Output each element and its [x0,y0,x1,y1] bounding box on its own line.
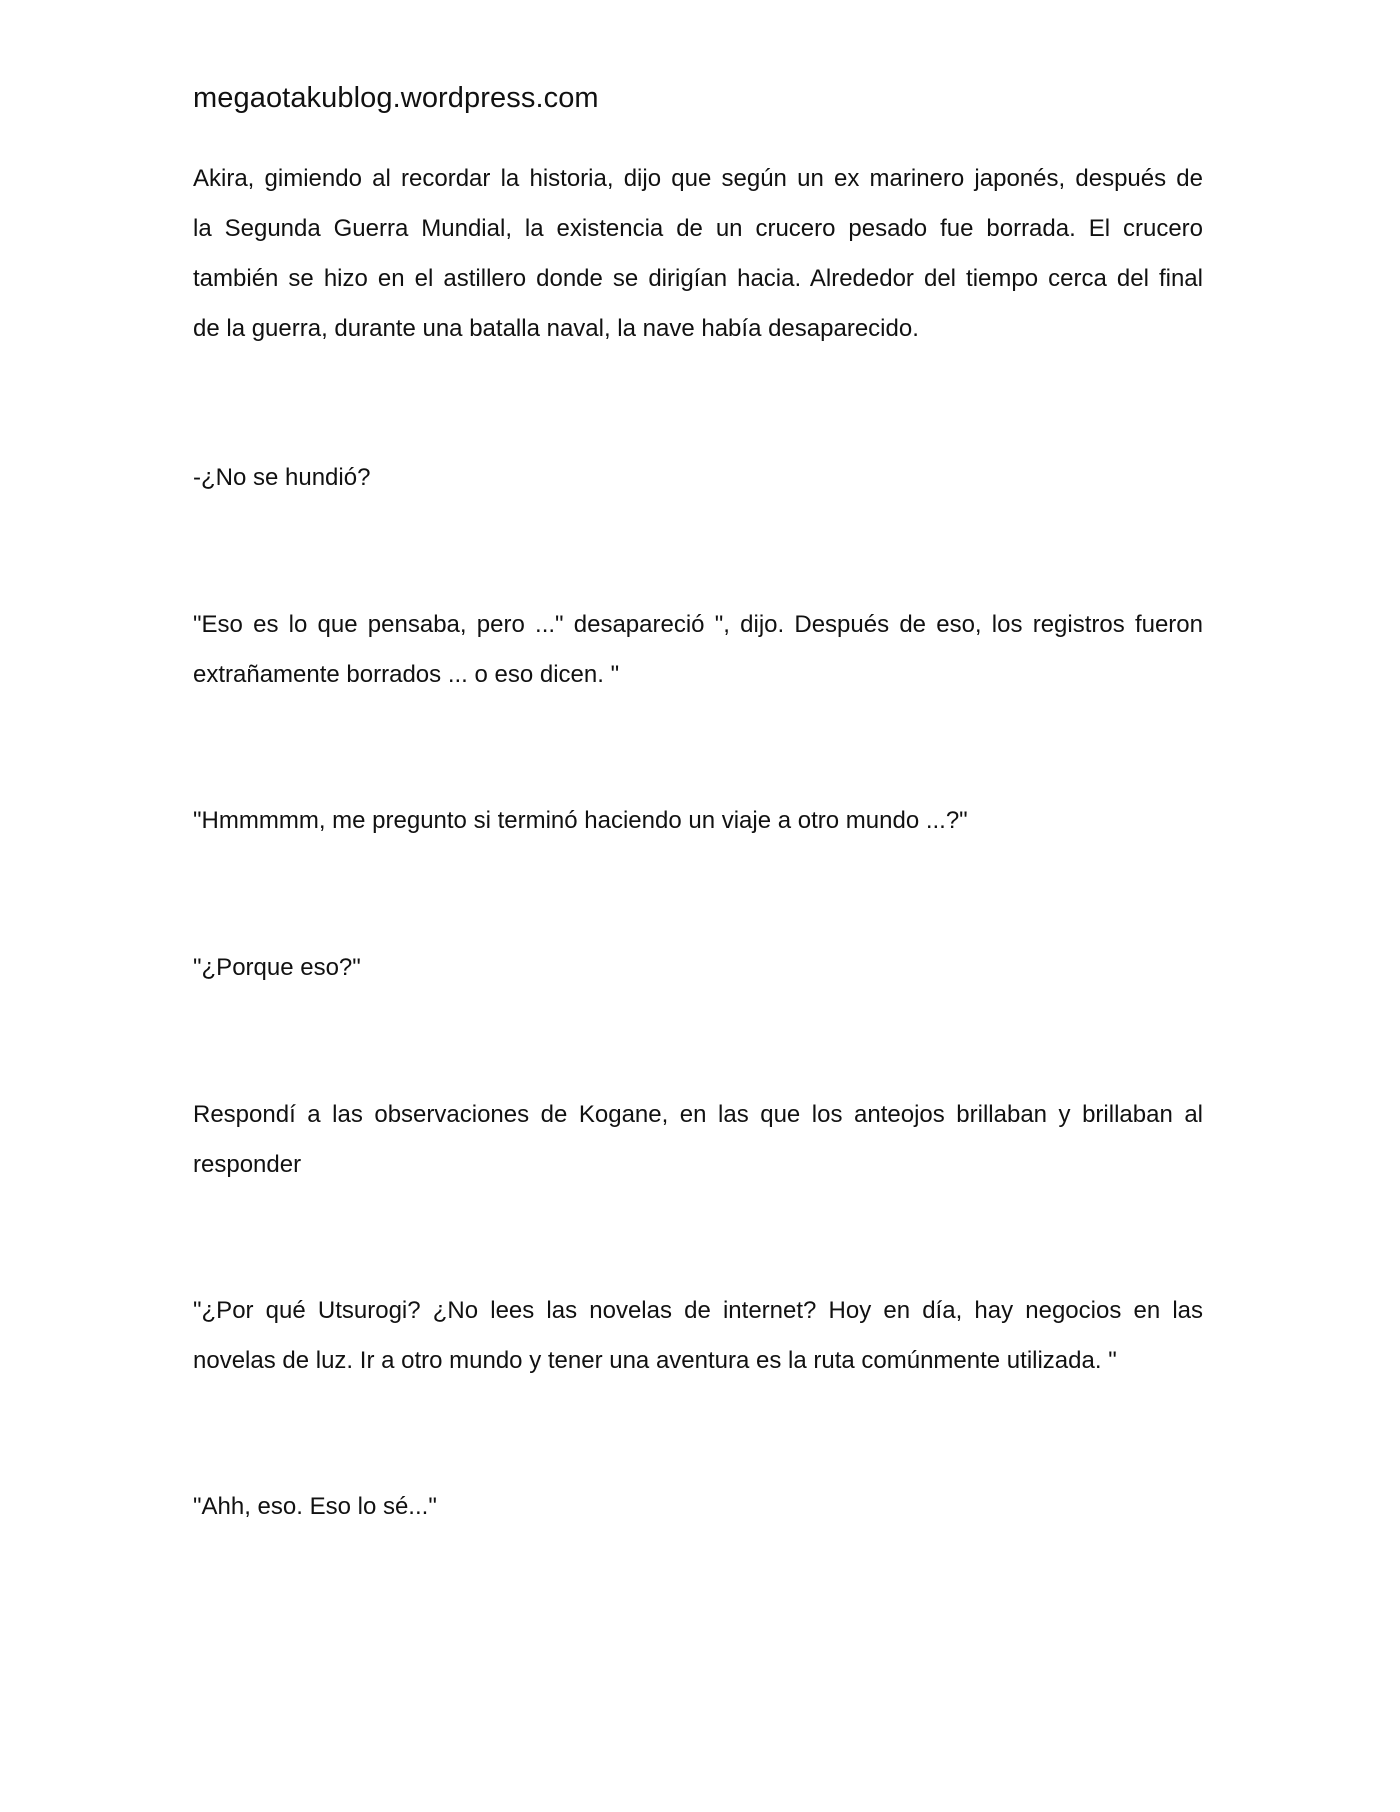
paragraph-line: "Hmmmmm, me pregunto si terminó haciendo un viaje a otro mundo ...?" [193,807,968,834]
paragraph-line: Akira, gimiendo al recordar la historia, dijo que según un ex marinero japonés, después de [193,165,1203,192]
site-header: megaotakublog.wordpress.com [193,82,599,114]
paragraph-5 [193,943,1203,993]
paragraph-3 [193,600,1203,700]
paragraph-line: también se hizo en el astillero donde se dirigían hacia. Alrededor del tiempo cerca del final [193,265,1203,292]
paragraph-line: la Segunda Guerra Mundial, la existencia de un crucero pesado fue borrada. El crucero [193,215,1203,242]
paragraph-2 [193,453,1203,503]
paragraph-line: "¿Por qué Utsurogi? ¿No lees las novelas de internet? Hoy en día, hay negocios en las [193,1297,1203,1324]
paragraph-line: responder [193,1151,302,1178]
paragraph-1 [193,154,1203,354]
paragraph-8 [193,1482,1203,1532]
paragraph-line: de la guerra, durante una batalla naval, la nave había desaparecido. [193,315,919,342]
paragraph-line: novelas de luz. Ir a otro mundo y tener una aventura es la ruta comúnmente utilizada. " [193,1347,1117,1374]
paragraph-4 [193,796,1203,846]
paragraph-line: "¿Porque eso?" [193,954,361,981]
paragraph-line: Respondí a las observaciones de Kogane, en las que los anteojos brillaban y brillaban al [193,1101,1203,1128]
paragraph-line: "Eso es lo que pensaba, pero ..." desapareció ", dijo. Después de eso, los registros fueron [193,611,1203,638]
paragraph-6 [193,1090,1203,1190]
paragraph-line: -¿No se hundió? [193,464,371,491]
paragraph-line: "Ahh, eso. Eso lo sé..." [193,1493,437,1520]
paragraph-line: extrañamente borrados ... o eso dicen. " [193,661,620,688]
paragraph-7 [193,1286,1203,1386]
